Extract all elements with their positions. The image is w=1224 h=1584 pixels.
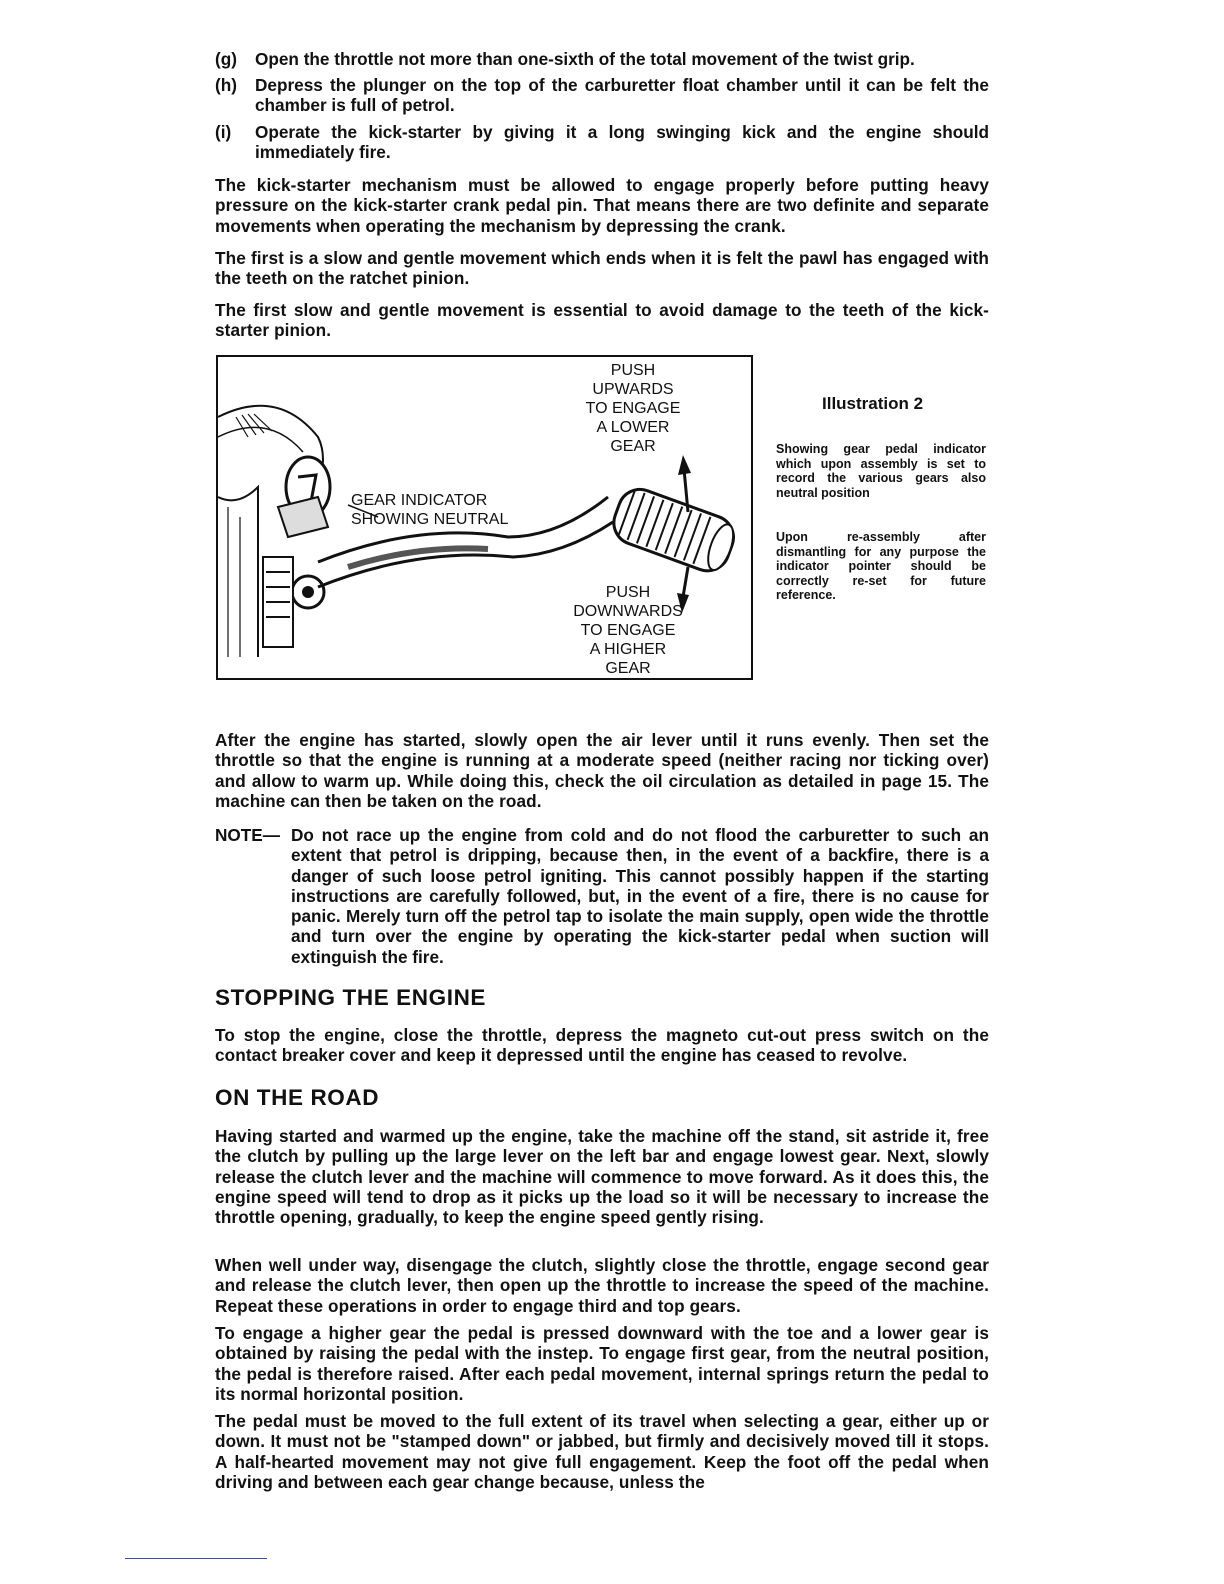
step-marker: (i) — [215, 122, 232, 142]
label-line: GEAR — [605, 660, 651, 677]
section-heading-road: ON THE ROAD — [215, 1085, 380, 1110]
label-line: GEAR — [610, 438, 656, 455]
paragraph: The first slow and gentle movement is essential to avoid damage to the teeth of the kick-starter pinion. — [215, 300, 989, 341]
gentle-movement-paragraph — [215, 300, 989, 341]
illustration-title: Illustration 2 — [822, 394, 924, 413]
label-line: A HIGHER — [589, 641, 667, 658]
road-paragraph-4 — [215, 1411, 989, 1492]
push-upwards-label — [573, 361, 693, 456]
step-marker: (h) — [215, 75, 237, 95]
label-line: DOWNWARDS — [573, 603, 683, 620]
label-line: PUSH — [610, 362, 656, 379]
first-movement-paragraph — [215, 248, 989, 289]
stopping-paragraph — [215, 1025, 989, 1066]
step-text: Operate the kick-starter by giving it a long swinging kick and the engine should immediately fire. — [255, 122, 989, 163]
road-paragraph-1 — [215, 1126, 989, 1227]
step-g — [215, 49, 989, 69]
road-paragraph-2 — [215, 1255, 989, 1316]
kickstarter-paragraph — [215, 175, 989, 236]
paragraph: When well under way, disengage the clutch, slightly close the throttle, engage second gear and release the clutch lever, then open up the throttle to increase the speed of the machine. Repeat these operations in order to engage third and top gears. — [215, 1255, 989, 1316]
paragraph: To engage a higher gear the pedal is pressed downward with the toe and a lower gear is obtained by raising the pedal with the instep. To engage first gear, from the neutral position, the pedal is therefore raised. After each pedal movement, internal springs return the pedal to its normal horizontal position. — [215, 1323, 989, 1404]
note-text: Do not race up the engine from cold and do not flood the carburetter to such an extent that petrol is dripping, because then, in the event of a backfire, there is a danger of such loose petrol igniting. This cannot possibly happen if the starting instructions are carefully followed, but, in the event of a fire, there is no cause for panic. Merely turn off the petrol tap to isolate the main supply, open wide the throttle and turn over the engine by operating the kick-starter pedal when suction will extinguish the fire. — [291, 825, 989, 967]
footer-rule — [125, 1558, 267, 1559]
stopping-heading-wrap — [215, 985, 989, 1011]
step-text: Depress the plunger on the top of the carburetter float chamber until it can be felt the chamber is full of petrol. — [255, 75, 989, 116]
step-text: Open the throttle not more than one-sixth of the total movement of the twist grip. — [255, 49, 915, 69]
step-marker: (g) — [215, 49, 237, 69]
paragraph: Having started and warmed up the engine, take the machine off the stand, sit astride it, free the clutch by pulling up the large lever on the left bar and engage lowest gear. Next, slowly release the clutch lever and the machine will commence to move forward. As it does this, the engine speed will tend to drop as it picks up the load so it will be necessary to increase the throttle opening, gradually, to keep the engine speed gently rising. — [215, 1126, 989, 1228]
label-line: UPWARDS — [592, 381, 674, 398]
label-line: A LOWER — [596, 419, 670, 436]
illustration-note: Upon re-assembly after dismantling for any purpose the indicator pointer should be correctly re-set for future reference. — [776, 530, 986, 603]
note-block — [215, 825, 989, 967]
gear-pedal-illustration — [216, 355, 753, 680]
label-line: PUSH — [605, 584, 651, 601]
label-line: GEAR INDICATOR — [351, 492, 488, 509]
section-heading-stopping: STOPPING THE ENGINE — [215, 985, 487, 1010]
road-heading-wrap — [215, 1085, 989, 1111]
paragraph: The first is a slow and gentle movement which ends when it is felt the pawl has engaged with the teeth on the ratchet pinion. — [215, 248, 989, 289]
paragraph: The pedal must be moved to the full extent of its travel when selecting a gear, either up or down. It must not be "stamped down" or jabbed, but firmly and decisively moved till it stops. A half-hearted movement may not give full engagement. Keep the foot off the pedal when driving and between each gear change because, unless the — [215, 1411, 989, 1492]
after-start-paragraph — [215, 730, 989, 811]
label-line: TO ENGAGE — [585, 400, 681, 417]
step-h — [215, 75, 989, 116]
paragraph: The kick-starter mechanism must be allowed to engage properly before putting heavy pressure on the kick-starter crank pedal pin. That means there are two definite and separate movements when operating the mechanism by depressing the crank. — [215, 175, 989, 236]
paragraph: After the engine has started, slowly open the air lever until it runs evenly. Then set the throttle so that the engine is running at a moderate speed (neither racing nor ticking over) and allow to warm up. While doing this, check the oil circulation as detailed in page 15. The machine can then be taken on the road. — [215, 730, 989, 811]
gear-indicator-label — [351, 491, 508, 529]
note-label: NOTE— — [215, 825, 280, 845]
push-downwards-label — [563, 583, 693, 678]
illustration-caption: Showing gear pedal indicator which upon assembly is set to record the various gears also neutral position — [776, 442, 986, 500]
label-line: SHOWING NEUTRAL — [351, 511, 509, 528]
road-paragraph-3 — [215, 1323, 989, 1404]
paragraph: To stop the engine, close the throttle, depress the magneto cut-out press switch on the contact breaker cover and keep it depressed until the engine has ceased to revolve. — [215, 1025, 989, 1066]
label-line: TO ENGAGE — [580, 622, 676, 639]
step-i — [215, 122, 989, 163]
